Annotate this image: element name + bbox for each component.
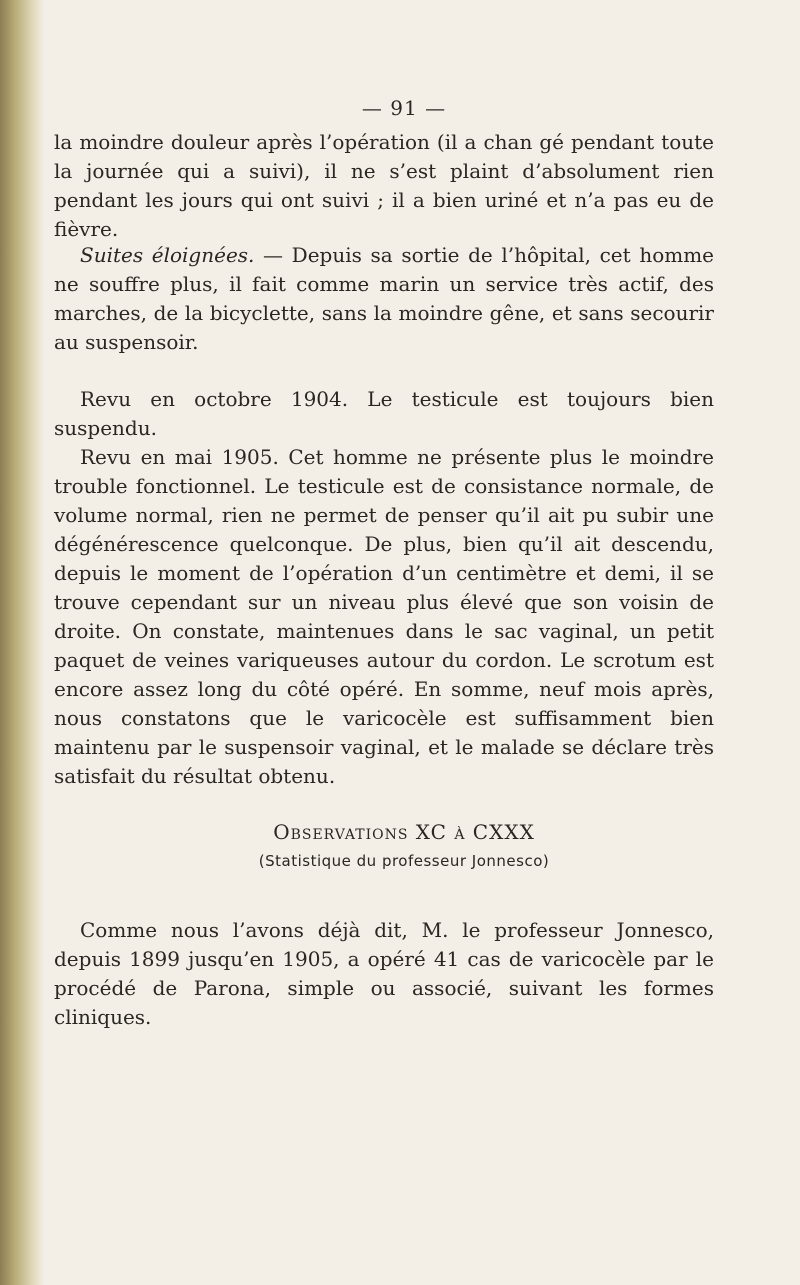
paragraph-text (54, 241, 714, 357)
paragraph-body: — Depuis sa sortie de l’hôpital, cet homme ne souffre plus, il fait comme marin un service très actif, des marches, de la bicyclette, sans la moindre gêne, et sans secourir au suspensoir. (54, 243, 715, 354)
paragraph-text: la moindre douleur après l’opération (il a chan gé pendant toute la journée qui a suivi), il ne s’est plaint d’absolument rien pendant les jours qui ont suivi ; il a bien uriné et n’a pas eu de fièvre. (54, 130, 714, 241)
page-number: — 91 — (361, 96, 447, 120)
paragraph-text: Comme nous l’avons déjà dit, M. le professeur Jonnesco, depuis 1899 jusqu’en 1905, a opéré 41 cas de varicocèle par le procédé de Parona, simple ou associé, suivant les formes cliniques. (54, 918, 714, 1029)
document-page (44, 0, 800, 1285)
paragraph-statistics (54, 916, 714, 1032)
paragraph-continued (54, 128, 714, 244)
paragraph-revu-1904 (54, 385, 714, 443)
paragraph-lead: Suites éloignées. (80, 243, 255, 267)
section-subtitle: (Statistique du professeur Jonnesco) (258, 852, 550, 870)
paragraph-revu-1905 (54, 443, 714, 791)
paragraph-text: Revu en octobre 1904. Le testicule est toujours bien suspendu. (54, 387, 714, 440)
page-edge-shadow (0, 0, 44, 1285)
paragraph-text: Revu en mai 1905. Cet homme ne présente plus le moindre trouble fonctionnel. Le testicule est de consistance normale, de volume normal, rien ne permet de penser qu’il ait pu subir une dégénérescence quelconque. De plus, bien qu’il ait descendu, depuis le moment de l’opération d’un centimètre et demi, il se trouve cependant sur un niveau plus élevé que son voisin de droite. On constate, maintenues dans le sac vaginal, un petit paquet de veines variqueuses autour du cordon. Le scrotum est encore assez long du côté opéré. En somme, neuf mois après, nous constatons que le varicocèle est suffisamment bien maintenu par le suspensoir vaginal, et le malade se déclare très satisfait du résultat obtenu. (54, 445, 714, 788)
section-title: Observations XC à CXXX (273, 820, 535, 844)
paragraph-suites-eloignees (54, 241, 714, 357)
